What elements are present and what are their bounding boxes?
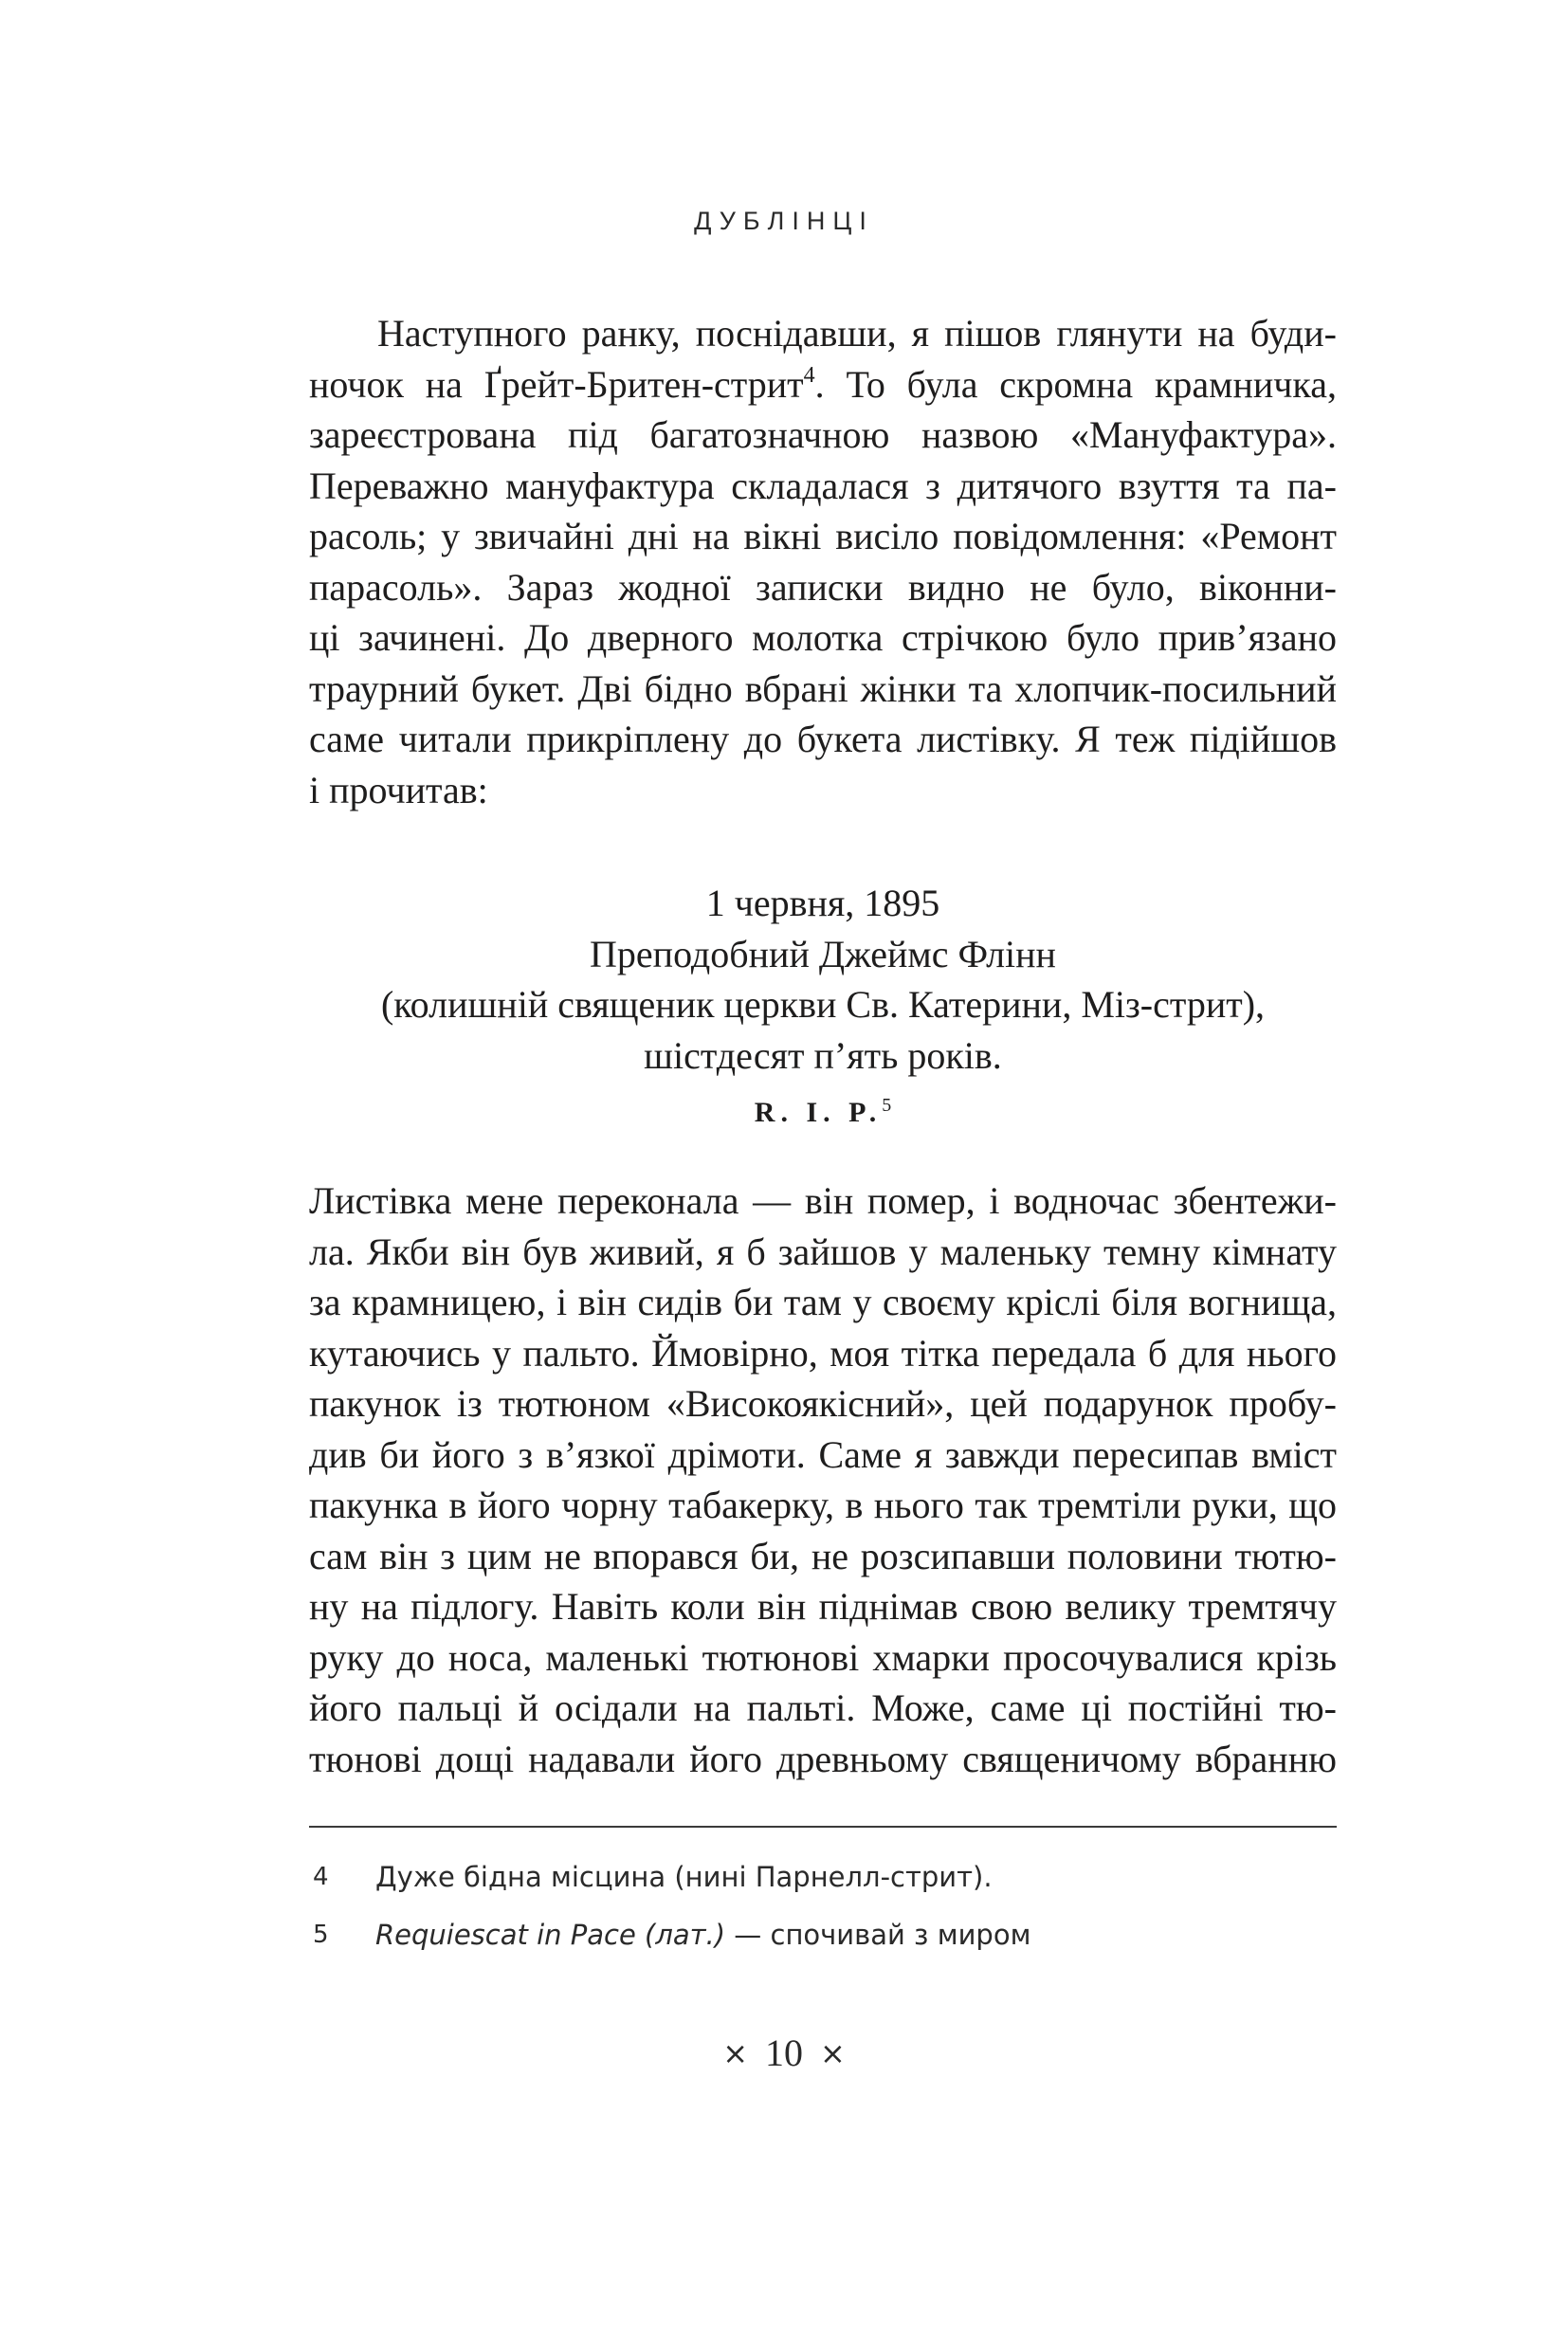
inscription-rip (309, 1081, 1337, 1139)
text-line: Наступного ранку, поснідавши, я пішов глянути на буди- (377, 312, 1337, 355)
running-head: ДУБЛІНЦІ (694, 207, 874, 235)
footnote-reference: 5 (882, 1095, 892, 1116)
text-line: див би його з в’язкої дрімоти. Саме я завжди пересипав вміст (309, 1432, 1337, 1476)
footnote-divider (309, 1826, 1337, 1828)
text-line: ці зачинені. До дверного молотка стрічкою було прив’язано (309, 616, 1337, 659)
ornament-cross-icon: × (722, 2035, 748, 2071)
footnote-italic-text: Requiescat in Pace (лат.) (375, 1919, 726, 1951)
page-number: 10 (765, 2031, 803, 2074)
inscription-role: (колишній священик церкви Св. Катерини, Міз-стрит), (380, 983, 1266, 1026)
text-line: і прочитав: (309, 768, 488, 811)
paragraph-2 (309, 1175, 1337, 1784)
text-line: ну на підлогу. Навіть коли він піднімав свою велику тремтячу (309, 1585, 1337, 1628)
text-line: пакунка в його чорну табакерку, в нього так тремтіли руки, що (309, 1484, 1337, 1526)
text-line: парасоль». Зараз жодної записки видно не було, віконни- (309, 565, 1337, 609)
text-line: зареєстрована під багатозначною назвою «Мануфактура». (309, 413, 1337, 456)
paragraph-1 (309, 308, 1337, 815)
footnotes (313, 1849, 1337, 1964)
text-line: Переважно мануфактура складалася з дитячого взуття та па- (309, 464, 1337, 507)
text-line: кутаючись у пальто. Ймовірно, моя тітка передала б для нього (309, 1331, 1337, 1375)
inscription-date: 1 червня, 1895 (705, 882, 940, 924)
footnote-text: — спочивай з миром (725, 1919, 1031, 1951)
text-line: за крамницею, і він сидів би там у своєму кріслі біля вогнища, (309, 1281, 1337, 1323)
text-line: сам він з цим не впорався би, не розсипавши половини тютю- (309, 1534, 1337, 1577)
text-line: саме читали прикріплену до букета листівку. Я теж підійшов (309, 718, 1337, 760)
rip-text: R. I. P. (754, 1097, 883, 1128)
inscription-block (309, 878, 1337, 1139)
text-line: траурний букет. Дві бідно вбрані жінки та хлопчик-посильний (309, 666, 1337, 710)
footnote-5 (313, 1906, 1337, 1964)
text-line: тюнові дощі надавали його древньому священичому вбранню (309, 1737, 1337, 1780)
footnote-text: Дуже бідна місцина (нині Парнелл-стрит). (375, 1861, 993, 1893)
text-line: расоль; у звичайні дні на вікні висіло повідомлення: «Ремонт (309, 515, 1337, 557)
inscription-name: Преподобний Джеймс Флінн (590, 932, 1056, 975)
text-line: Листівка мене переконала — він помер, і водночас збентежи- (309, 1179, 1337, 1222)
text-line-part: . То була скромна крамничка, (814, 362, 1337, 406)
footnote-number: 5 (313, 1921, 329, 1949)
text-line: руку до носа, маленькі тютюнові хмарки просочувалися крізь (309, 1635, 1337, 1679)
text-line: ла. Якби він був живий, я б зайшов у маленьку темну кімнату (309, 1230, 1337, 1273)
text-line: пакунок із тютюном «Високоякісний», цей подарунок пробу- (309, 1382, 1337, 1425)
text-line-with-footnote (309, 359, 1337, 410)
page-number-folio (0, 2031, 1568, 2075)
ornament-cross-icon: × (820, 2035, 846, 2071)
footnote-number: 4 (313, 1863, 329, 1891)
inscription-age: шістдесят п’ять років. (644, 1033, 1002, 1077)
text-line-part: ночок на Ґрейт-Бритен-стрит (309, 362, 804, 406)
footnote-4 (313, 1849, 1337, 1906)
footnote-reference: 4 (803, 362, 815, 388)
text-line: його пальці й осідали на пальті. Може, саме ці постійні тю- (309, 1686, 1337, 1729)
